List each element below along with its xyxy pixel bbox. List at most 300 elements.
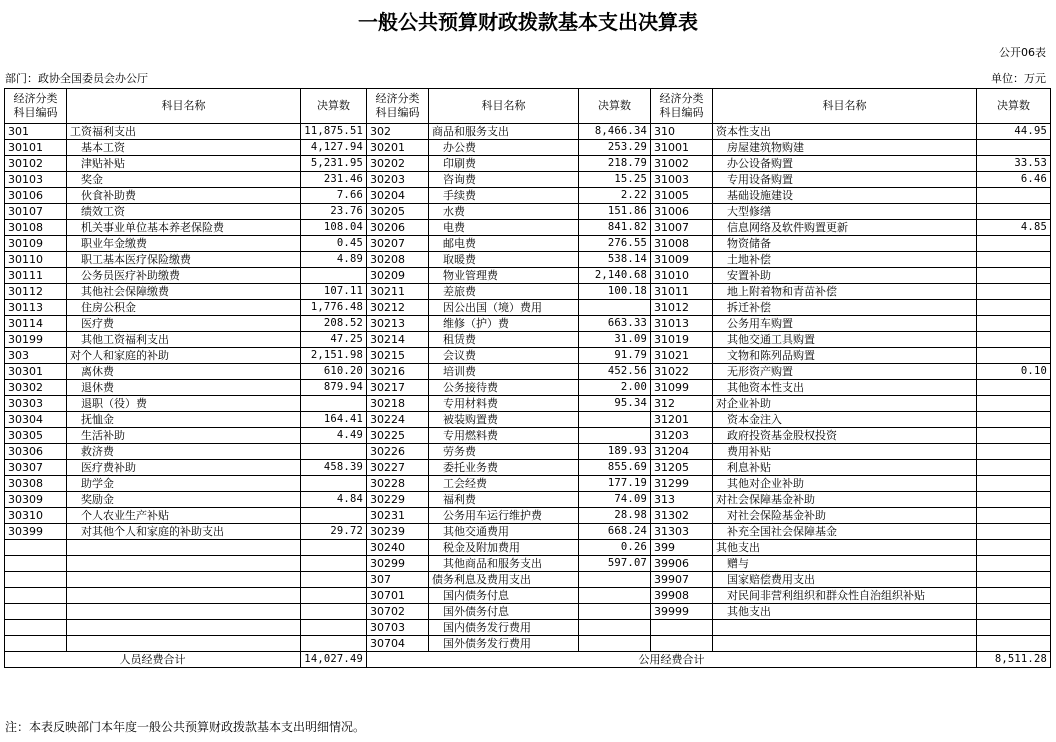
- code-cell: [5, 588, 67, 604]
- header-code: 经济分类 科目编码: [367, 89, 429, 124]
- table-row: [5, 444, 1051, 460]
- amount-cell: 218.79: [579, 156, 651, 172]
- table-row: [5, 364, 1051, 380]
- amount-cell: 452.56: [579, 364, 651, 380]
- name-cell: 其他商品和服务支出: [429, 556, 579, 572]
- name-cell: 救济费: [67, 444, 301, 460]
- code-cell: 30224: [367, 412, 429, 428]
- amount-cell: 29.72: [301, 524, 367, 540]
- name-cell: 其他社会保障缴费: [67, 284, 301, 300]
- code-cell: 303: [5, 348, 67, 364]
- amount-cell: [977, 460, 1051, 476]
- amount-cell: [301, 620, 367, 636]
- amount-cell: [977, 540, 1051, 556]
- amount-cell: [977, 348, 1051, 364]
- header-row: [5, 89, 1051, 124]
- name-cell: 专用设备购置: [713, 172, 977, 188]
- name-cell: 对其他个人和家庭的补助支出: [67, 524, 301, 540]
- amount-cell: [977, 412, 1051, 428]
- code-cell: 30201: [367, 140, 429, 156]
- code-cell: 30205: [367, 204, 429, 220]
- code-cell: 30215: [367, 348, 429, 364]
- amount-cell: 253.29: [579, 140, 651, 156]
- amount-cell: 8,466.34: [579, 124, 651, 140]
- amount-cell: 6.46: [977, 172, 1051, 188]
- code-cell: 30207: [367, 236, 429, 252]
- footnote: 注：本表反映部门本年度一般公共预算财政拨款基本支出明细情况。: [5, 720, 366, 734]
- name-cell: 其他工资福利支出: [67, 332, 301, 348]
- code-cell: 31201: [651, 412, 713, 428]
- name-cell: 工资福利支出: [67, 124, 301, 140]
- code-cell: 39907: [651, 572, 713, 588]
- amount-cell: 28.98: [579, 508, 651, 524]
- code-cell: 301: [5, 124, 67, 140]
- amount-cell: 841.82: [579, 220, 651, 236]
- code-cell: 31012: [651, 300, 713, 316]
- name-cell: 商品和服务支出: [429, 124, 579, 140]
- amount-cell: [977, 300, 1051, 316]
- name-cell: 伙食补助费: [67, 188, 301, 204]
- amount-cell: [977, 284, 1051, 300]
- name-cell: 离休费: [67, 364, 301, 380]
- code-cell: 30228: [367, 476, 429, 492]
- code-cell: 31010: [651, 268, 713, 284]
- code-cell: 310: [651, 124, 713, 140]
- name-cell: 退职（役）费: [67, 396, 301, 412]
- amount-cell: 0.45: [301, 236, 367, 252]
- name-cell: 办公费: [429, 140, 579, 156]
- header-name: 科目名称: [67, 89, 301, 124]
- code-cell: 30299: [367, 556, 429, 572]
- name-cell: 医疗费补助: [67, 460, 301, 476]
- amount-cell: [301, 268, 367, 284]
- name-cell: [67, 588, 301, 604]
- expenditure-table: [4, 88, 1051, 668]
- amount-cell: 4.84: [301, 492, 367, 508]
- code-cell: 31011: [651, 284, 713, 300]
- code-cell: [5, 636, 67, 652]
- code-cell: 31203: [651, 428, 713, 444]
- code-cell: 30211: [367, 284, 429, 300]
- table-row: [5, 332, 1051, 348]
- code-cell: 31302: [651, 508, 713, 524]
- code-cell: 31022: [651, 364, 713, 380]
- amount-cell: [301, 556, 367, 572]
- table-row: [5, 124, 1051, 140]
- name-cell: 绩效工资: [67, 204, 301, 220]
- department-label: 部门：政协全国委员会办公厅: [5, 72, 148, 85]
- code-cell: 307: [367, 572, 429, 588]
- name-cell: 个人农业生产补贴: [67, 508, 301, 524]
- table-row: [5, 188, 1051, 204]
- code-cell: 313: [651, 492, 713, 508]
- unit-label: 单位：万元: [991, 72, 1046, 85]
- code-cell: 30101: [5, 140, 67, 156]
- name-cell: 培训费: [429, 364, 579, 380]
- code-cell: 30109: [5, 236, 67, 252]
- amount-cell: 231.46: [301, 172, 367, 188]
- name-cell: [67, 636, 301, 652]
- code-cell: 31019: [651, 332, 713, 348]
- name-cell: 其他对企业补助: [713, 476, 977, 492]
- code-cell: 31299: [651, 476, 713, 492]
- amount-cell: [579, 572, 651, 588]
- header-name: 科目名称: [713, 89, 977, 124]
- amount-cell: 95.34: [579, 396, 651, 412]
- amount-cell: 855.69: [579, 460, 651, 476]
- table-row: [5, 508, 1051, 524]
- code-cell: 31099: [651, 380, 713, 396]
- name-cell: 国内债务付息: [429, 588, 579, 604]
- table-row: [5, 300, 1051, 316]
- name-cell: 对社会保障基金补助: [713, 492, 977, 508]
- name-cell: 基本工资: [67, 140, 301, 156]
- code-cell: 30214: [367, 332, 429, 348]
- code-cell: 30208: [367, 252, 429, 268]
- public-total-label: 公用经费合计: [367, 652, 977, 668]
- table-row: [5, 204, 1051, 220]
- name-cell: 手续费: [429, 188, 579, 204]
- name-cell: 医疗费: [67, 316, 301, 332]
- name-cell: 维修（护）费: [429, 316, 579, 332]
- name-cell: [67, 540, 301, 556]
- table-row: [5, 156, 1051, 172]
- code-cell: 30202: [367, 156, 429, 172]
- table-row: [5, 572, 1051, 588]
- code-cell: 30227: [367, 460, 429, 476]
- amount-cell: 879.94: [301, 380, 367, 396]
- table-row: [5, 396, 1051, 412]
- name-cell: [713, 636, 977, 652]
- amount-cell: 107.11: [301, 284, 367, 300]
- code-cell: 30303: [5, 396, 67, 412]
- table-row: [5, 476, 1051, 492]
- code-cell: 30199: [5, 332, 67, 348]
- name-cell: 文物和陈列品购置: [713, 348, 977, 364]
- code-cell: 30239: [367, 524, 429, 540]
- table-row: [5, 252, 1051, 268]
- amount-cell: [579, 412, 651, 428]
- name-cell: 政府投资基金股权投资: [713, 428, 977, 444]
- amount-cell: 4.85: [977, 220, 1051, 236]
- amount-cell: 177.19: [579, 476, 651, 492]
- code-cell: 30310: [5, 508, 67, 524]
- amount-cell: 208.52: [301, 316, 367, 332]
- amount-cell: 151.86: [579, 204, 651, 220]
- amount-cell: 276.55: [579, 236, 651, 252]
- code-cell: 30701: [367, 588, 429, 604]
- name-cell: 生活补助: [67, 428, 301, 444]
- code-cell: 30225: [367, 428, 429, 444]
- code-cell: 30108: [5, 220, 67, 236]
- amount-cell: 74.09: [579, 492, 651, 508]
- amount-cell: [301, 636, 367, 652]
- code-cell: 30302: [5, 380, 67, 396]
- public-total-amount: 8,511.28: [977, 652, 1051, 668]
- code-cell: 30704: [367, 636, 429, 652]
- amount-cell: [977, 556, 1051, 572]
- table-row: [5, 556, 1051, 572]
- name-cell: 地上附着物和青苗补偿: [713, 284, 977, 300]
- code-cell: 30206: [367, 220, 429, 236]
- amount-cell: [977, 524, 1051, 540]
- code-cell: 31003: [651, 172, 713, 188]
- code-cell: 399: [651, 540, 713, 556]
- name-cell: 物业管理费: [429, 268, 579, 284]
- name-cell: 对民间非营利组织和群众性自治组织补贴: [713, 588, 977, 604]
- name-cell: 被装购置费: [429, 412, 579, 428]
- amount-cell: 11,875.51: [301, 124, 367, 140]
- name-cell: 印刷费: [429, 156, 579, 172]
- name-cell: 对个人和家庭的补助: [67, 348, 301, 364]
- name-cell: [67, 620, 301, 636]
- name-cell: 水费: [429, 204, 579, 220]
- code-cell: 30111: [5, 268, 67, 284]
- name-cell: 咨询费: [429, 172, 579, 188]
- amount-cell: 2.00: [579, 380, 651, 396]
- table-row: [5, 172, 1051, 188]
- name-cell: 拆迁补偿: [713, 300, 977, 316]
- code-cell: 31204: [651, 444, 713, 460]
- code-cell: [5, 540, 67, 556]
- table-row: [5, 588, 1051, 604]
- name-cell: 信息网络及软件购置更新: [713, 220, 977, 236]
- table-row: [5, 412, 1051, 428]
- name-cell: 公务用车购置: [713, 316, 977, 332]
- name-cell: 对社会保险基金补助: [713, 508, 977, 524]
- code-cell: [5, 572, 67, 588]
- name-cell: 大型修缮: [713, 204, 977, 220]
- name-cell: 公务接待费: [429, 380, 579, 396]
- name-cell: 无形资产购置: [713, 364, 977, 380]
- code-cell: 30399: [5, 524, 67, 540]
- code-cell: 30229: [367, 492, 429, 508]
- name-cell: [713, 620, 977, 636]
- table-row: [5, 316, 1051, 332]
- code-cell: 39908: [651, 588, 713, 604]
- code-cell: [5, 620, 67, 636]
- amount-cell: 668.24: [579, 524, 651, 540]
- amount-cell: 189.93: [579, 444, 651, 460]
- header-code: 经济分类 科目编码: [651, 89, 713, 124]
- name-cell: 国外债务发行费用: [429, 636, 579, 652]
- amount-cell: 2,140.68: [579, 268, 651, 284]
- amount-cell: [977, 252, 1051, 268]
- table-body: [5, 124, 1051, 652]
- code-cell: 31001: [651, 140, 713, 156]
- name-cell: 其他支出: [713, 540, 977, 556]
- name-cell: [67, 604, 301, 620]
- amount-cell: 663.33: [579, 316, 651, 332]
- code-cell: 31009: [651, 252, 713, 268]
- code-cell: 31303: [651, 524, 713, 540]
- amount-cell: 4.89: [301, 252, 367, 268]
- code-cell: 312: [651, 396, 713, 412]
- code-cell: 30308: [5, 476, 67, 492]
- name-cell: [67, 556, 301, 572]
- header-code: 经济分类 科目编码: [5, 89, 67, 124]
- table-row: [5, 460, 1051, 476]
- amount-cell: [301, 572, 367, 588]
- amount-cell: 91.79: [579, 348, 651, 364]
- name-cell: 差旅费: [429, 284, 579, 300]
- code-cell: 30305: [5, 428, 67, 444]
- name-cell: 退休费: [67, 380, 301, 396]
- amount-cell: 33.53: [977, 156, 1051, 172]
- header-name: 科目名称: [429, 89, 579, 124]
- amount-cell: 47.25: [301, 332, 367, 348]
- code-cell: 30102: [5, 156, 67, 172]
- header-amount: 决算数: [977, 89, 1051, 124]
- name-cell: 专用燃料费: [429, 428, 579, 444]
- amount-cell: 4,127.94: [301, 140, 367, 156]
- code-cell: 302: [367, 124, 429, 140]
- name-cell: 其他交通费用: [429, 524, 579, 540]
- code-cell: 31007: [651, 220, 713, 236]
- amount-cell: 31.09: [579, 332, 651, 348]
- totals-row: [5, 652, 1051, 668]
- amount-cell: 15.25: [579, 172, 651, 188]
- name-cell: 公务员医疗补助缴费: [67, 268, 301, 284]
- code-cell: 30231: [367, 508, 429, 524]
- amount-cell: 597.07: [579, 556, 651, 572]
- amount-cell: [301, 540, 367, 556]
- name-cell: 职业年金缴费: [67, 236, 301, 252]
- amount-cell: [579, 636, 651, 652]
- amount-cell: [301, 508, 367, 524]
- amount-cell: 0.26: [579, 540, 651, 556]
- amount-cell: [977, 396, 1051, 412]
- header-amount: 决算数: [301, 89, 367, 124]
- name-cell: 专用材料费: [429, 396, 579, 412]
- amount-cell: [977, 140, 1051, 156]
- code-cell: [5, 604, 67, 620]
- code-cell: 30110: [5, 252, 67, 268]
- code-cell: 30307: [5, 460, 67, 476]
- header-amount: 决算数: [579, 89, 651, 124]
- table-row: [5, 428, 1051, 444]
- amount-cell: [579, 428, 651, 444]
- code-cell: 31006: [651, 204, 713, 220]
- code-cell: 39906: [651, 556, 713, 572]
- amount-cell: [977, 268, 1051, 284]
- code-cell: 30301: [5, 364, 67, 380]
- amount-cell: 108.04: [301, 220, 367, 236]
- amount-cell: 1,776.48: [301, 300, 367, 316]
- name-cell: 利息补贴: [713, 460, 977, 476]
- table-row: [5, 620, 1051, 636]
- amount-cell: [977, 508, 1051, 524]
- amount-cell: 458.39: [301, 460, 367, 476]
- amount-cell: 0.10: [977, 364, 1051, 380]
- amount-cell: [301, 588, 367, 604]
- table-row: [5, 604, 1051, 620]
- name-cell: 债务利息及费用支出: [429, 572, 579, 588]
- table-row: [5, 524, 1051, 540]
- name-cell: 委托业务费: [429, 460, 579, 476]
- name-cell: 税金及附加费用: [429, 540, 579, 556]
- name-cell: 赠与: [713, 556, 977, 572]
- code-cell: [651, 620, 713, 636]
- amount-cell: [977, 316, 1051, 332]
- amount-cell: [977, 204, 1051, 220]
- name-cell: 对企业补助: [713, 396, 977, 412]
- code-cell: 30216: [367, 364, 429, 380]
- name-cell: 住房公积金: [67, 300, 301, 316]
- name-cell: 会议费: [429, 348, 579, 364]
- table-row: [5, 540, 1051, 556]
- table-row: [5, 348, 1051, 364]
- code-cell: 31021: [651, 348, 713, 364]
- table-row: [5, 268, 1051, 284]
- personnel-total-amount: 14,027.49: [301, 652, 367, 668]
- amount-cell: 44.95: [977, 124, 1051, 140]
- amount-cell: [579, 300, 651, 316]
- name-cell: 机关事业单位基本养老保险费: [67, 220, 301, 236]
- personnel-total-label: 人员经费合计: [5, 652, 301, 668]
- name-cell: 国内债务发行费用: [429, 620, 579, 636]
- name-cell: 其他资本性支出: [713, 380, 977, 396]
- code-cell: 30702: [367, 604, 429, 620]
- table-row: [5, 220, 1051, 236]
- code-cell: 30212: [367, 300, 429, 316]
- amount-cell: [579, 604, 651, 620]
- code-cell: 30107: [5, 204, 67, 220]
- amount-cell: [977, 604, 1051, 620]
- table-row: [5, 236, 1051, 252]
- name-cell: 费用补贴: [713, 444, 977, 460]
- code-cell: 30304: [5, 412, 67, 428]
- name-cell: 职工基本医疗保险缴费: [67, 252, 301, 268]
- name-cell: 助学金: [67, 476, 301, 492]
- name-cell: 物资储备: [713, 236, 977, 252]
- table-row: [5, 492, 1051, 508]
- code-cell: 30204: [367, 188, 429, 204]
- table-row: [5, 140, 1051, 156]
- name-cell: 租赁费: [429, 332, 579, 348]
- name-cell: 公务用车运行维护费: [429, 508, 579, 524]
- amount-cell: [301, 396, 367, 412]
- amount-cell: [977, 332, 1051, 348]
- name-cell: 取暖费: [429, 252, 579, 268]
- code-cell: 30203: [367, 172, 429, 188]
- amount-cell: [977, 476, 1051, 492]
- name-cell: 资本金注入: [713, 412, 977, 428]
- code-cell: 30112: [5, 284, 67, 300]
- name-cell: 房屋建筑物购建: [713, 140, 977, 156]
- code-cell: 30103: [5, 172, 67, 188]
- name-cell: 办公设备购置: [713, 156, 977, 172]
- amount-cell: [301, 604, 367, 620]
- code-cell: 30106: [5, 188, 67, 204]
- amount-cell: [977, 236, 1051, 252]
- name-cell: 福利费: [429, 492, 579, 508]
- name-cell: 补充全国社会保障基金: [713, 524, 977, 540]
- code-cell: 30217: [367, 380, 429, 396]
- code-cell: 30218: [367, 396, 429, 412]
- name-cell: 工会经费: [429, 476, 579, 492]
- amount-cell: 610.20: [301, 364, 367, 380]
- name-cell: 邮电费: [429, 236, 579, 252]
- name-cell: 其他支出: [713, 604, 977, 620]
- name-cell: 抚恤金: [67, 412, 301, 428]
- name-cell: [67, 572, 301, 588]
- amount-cell: [977, 620, 1051, 636]
- amount-cell: [977, 380, 1051, 396]
- amount-cell: 164.41: [301, 412, 367, 428]
- amount-cell: 5,231.95: [301, 156, 367, 172]
- amount-cell: [301, 476, 367, 492]
